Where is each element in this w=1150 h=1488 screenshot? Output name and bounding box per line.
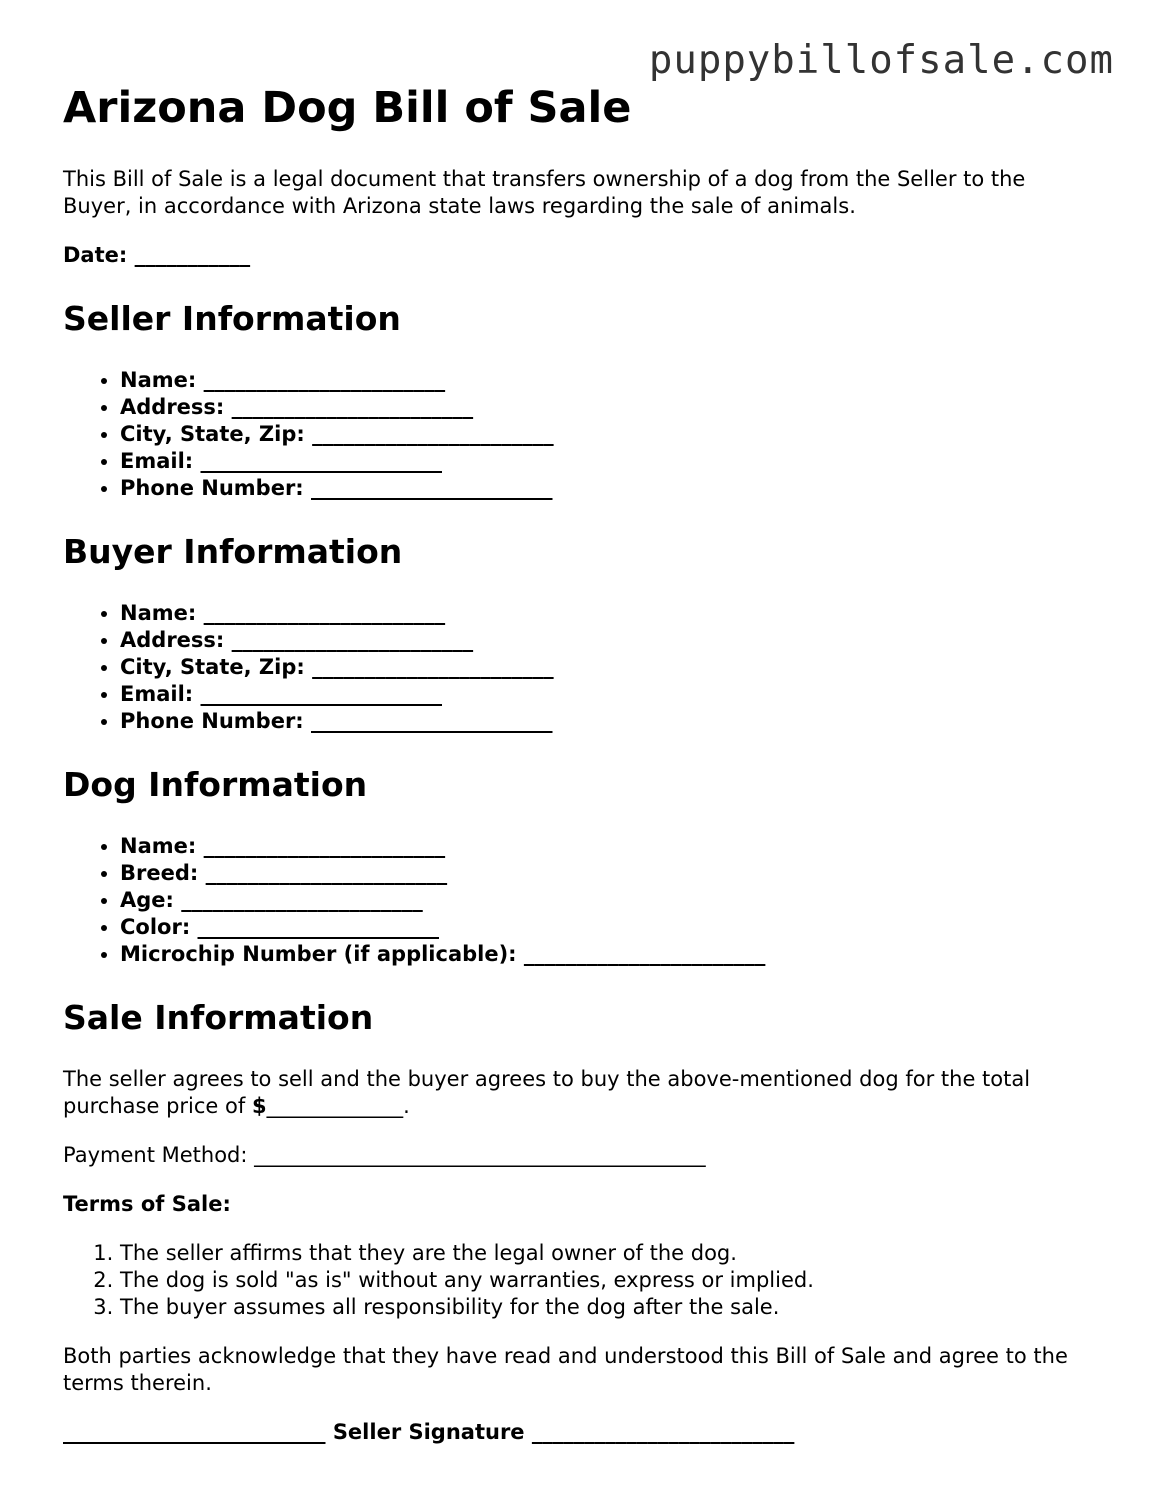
date-field: Date: ___________	[63, 243, 251, 267]
dog-microchip-field: • Microchip Number (if applicable): _______________________	[120, 941, 1083, 968]
seller-email-field: • Email: _______________________	[120, 448, 1083, 475]
seller-heading: Seller Information	[63, 299, 401, 338]
buyer-phone-field: • Phone Number: _______________________	[120, 708, 1083, 735]
dog-breed-field: • Breed: _______________________	[120, 860, 1083, 887]
buyer-address-field: • Address: _______________________	[120, 627, 1083, 654]
dog-heading: Dog Information	[63, 765, 368, 804]
terms-heading: Terms of Sale:	[63, 1192, 231, 1216]
page-title: Arizona Dog Bill of Sale	[63, 83, 632, 133]
dog-name-field: • Name: _______________________	[120, 833, 1083, 860]
term-item: 2. The dog is sold "as is" without any warranties, express or implied.	[120, 1267, 1083, 1294]
acknowledgement-paragraph: Both parties acknowledge that they have read and understood this Bill of Sale and agree to the terms therein.	[63, 1344, 1068, 1395]
sale-price-text: The seller agrees to sell and the buyer agrees to buy the above-mentioned dog for the total purchase price of	[63, 1067, 1031, 1118]
terms-list	[63, 1240, 1083, 1321]
term-item: 1. The seller affirms that they are the legal owner of the dog.	[120, 1240, 1083, 1267]
buyer-fields-list	[63, 600, 1083, 735]
seller-address-field: • Address: _______________________	[120, 394, 1083, 421]
term-item: 3. The buyer assumes all responsibility for the dog after the sale.	[120, 1294, 1083, 1321]
price-blank: _____________	[266, 1094, 404, 1118]
seller-fields-list	[63, 367, 1083, 502]
payment-method-field: Payment Method: ___________________________________________	[63, 1143, 706, 1167]
dollar-sign: $	[251, 1094, 267, 1118]
watermark: puppybillofsale.com	[648, 38, 1114, 83]
seller-city-state-zip-field: • City, State, Zip: _______________________	[120, 421, 1083, 448]
document-body	[63, 82, 1083, 1446]
intro-paragraph: This Bill of Sale is a legal document that transfers ownership of a dog from the Seller to the Buyer, in accordance with Arizona state laws regarding the sale of animals.	[63, 167, 1026, 218]
dog-fields-list	[63, 833, 1083, 968]
signature-blank-right: _________________________	[531, 1420, 795, 1444]
signature-blank-left: _________________________	[63, 1420, 326, 1444]
signature-label: Seller Signature	[332, 1420, 525, 1444]
buyer-name-field: • Name: _______________________	[120, 600, 1083, 627]
seller-name-field: • Name: _______________________	[120, 367, 1083, 394]
sale-price-paragraph	[63, 1066, 1083, 1120]
buyer-email-field: • Email: _______________________	[120, 681, 1083, 708]
dog-color-field: • Color: _______________________	[120, 914, 1083, 941]
seller-phone-field: • Phone Number: _______________________	[120, 475, 1083, 502]
buyer-city-state-zip-field: • City, State, Zip: _______________________	[120, 654, 1083, 681]
seller-signature-line	[63, 1419, 1083, 1446]
buyer-heading: Buyer Information	[63, 532, 403, 571]
dog-age-field: • Age: _______________________	[120, 887, 1083, 914]
sale-heading: Sale Information	[63, 998, 374, 1037]
price-period: .	[403, 1094, 410, 1118]
